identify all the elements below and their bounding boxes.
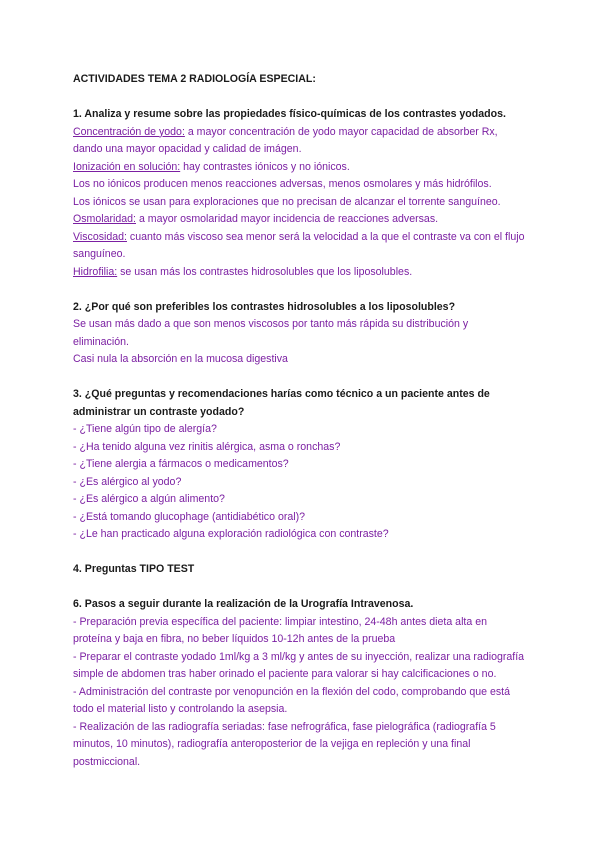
term-text: hay contrastes iónicos y no iónicos. [180,160,350,173]
q3-answer-5: - ¿Es alérgico a algún alimento? [73,493,225,505]
q1-answer-4 [73,194,525,212]
q3-answer-1: - ¿Tiene algún tipo de alergía? [73,423,217,435]
term-label: Ionización en solución: [73,160,181,173]
question-2: 2. ¿Por qué son preferibles los contrastes hidrosolubles a los liposolubles? [73,300,456,313]
q3-answer-7: - ¿Le han practicado alguna exploración radiológica con contraste? [73,528,389,540]
q1-answer-2 [73,159,525,177]
q6-answer-4: - Realización de las radiografía seriadas: fase nefrográfica, fase pielográfica (radiografía 5 minutos, 10 minutos), radiografía anteroposterior de la vejiga en repleción y una final postmiccional. [73,720,496,768]
term-text: a mayor osmolaridad mayor incidencia de reacciones adversas. [136,213,439,225]
term-label: Hidrofilia: [73,265,118,278]
document-title: ACTIVIDADES TEMA 2 RADIOLOGÍA ESPECIAL: [73,73,316,85]
q3-answer-6: - ¿Está tomando glucophage (antidiabético oral)? [73,510,306,523]
question-4: 4. Preguntas TIPO TEST [73,563,195,575]
q2-answer-1: Se usan más dado a que son menos viscosos por tanto más rápida su distribución y eliminación. [73,318,469,348]
question-6: 6. Pasos a seguir durante la realización de la Urografía Intravenosa. [73,598,414,610]
q3-answer-4: - ¿Es alérgico al yodo? [73,475,182,488]
term-label: Viscosidad: [73,230,127,243]
q1-answer-7 [73,264,525,282]
q3-answer-3: - ¿Tiene alergia a fármacos o medicamentos? [73,458,289,470]
q2-answer-2: Casi nula la absorción en la mucosa digestiva [73,353,288,365]
q1-answer-1 [73,124,525,159]
q3-answer-2: - ¿Ha tenido alguna vez rinitis alérgica, asma o ronchas? [73,440,341,453]
q1-answer-3 [73,176,525,194]
q6-answer-3: - Administración del contraste por venopunción en la flexión del codo, comprobando que está todo el material listo y controlando la asepsia. [73,685,510,715]
q1-answer-6 [73,229,525,264]
document-body [73,71,525,771]
term-label: Osmolaridad: [73,213,136,225]
question-1: 1. Analiza y resume sobre las propiedades físico-químicas de los contrastes yodados. [73,108,506,120]
q1-answer-5 [73,211,525,229]
q6-answer-2: - Preparar el contraste yodado 1ml/kg a 3 ml/kg y antes de su inyección, realizar una radiografía simple de abdomen tras haber orinado el paciente para valorar si hay calcificaciones o no. [73,650,525,680]
term-text: a mayor concentración de yodo mayor capacidad de absorber Rx, dando una mayor opacidad y calidad de imágen. [73,125,498,155]
term-text: se usan más los contrastes hidrosolubles que los liposolubles. [117,265,413,278]
term-text: Los no iónicos producen menos reacciones adversas, menos osmolares y más hidrófilos. [73,178,492,190]
term-text: cuanto más viscoso sea menor será la velocidad a la que el contraste va con el flujo sanguíneo. [73,230,525,260]
term-text: Los iónicos se usan para exploraciones que no precisan de alcanzar el torrente sanguíneo. [73,195,501,208]
question-3: 3. ¿Qué preguntas y recomendaciones harías como técnico a un paciente antes de administrar un contraste yodado? [73,388,490,418]
q6-answer-1: - Preparación previa específica del paciente: limpiar intestino, 24-48h antes dieta alta en proteína y baja en fibra, no beber líquidos 10-12h antes de la prueba [73,615,487,645]
term-label: Concentración de yodo: [73,125,185,138]
